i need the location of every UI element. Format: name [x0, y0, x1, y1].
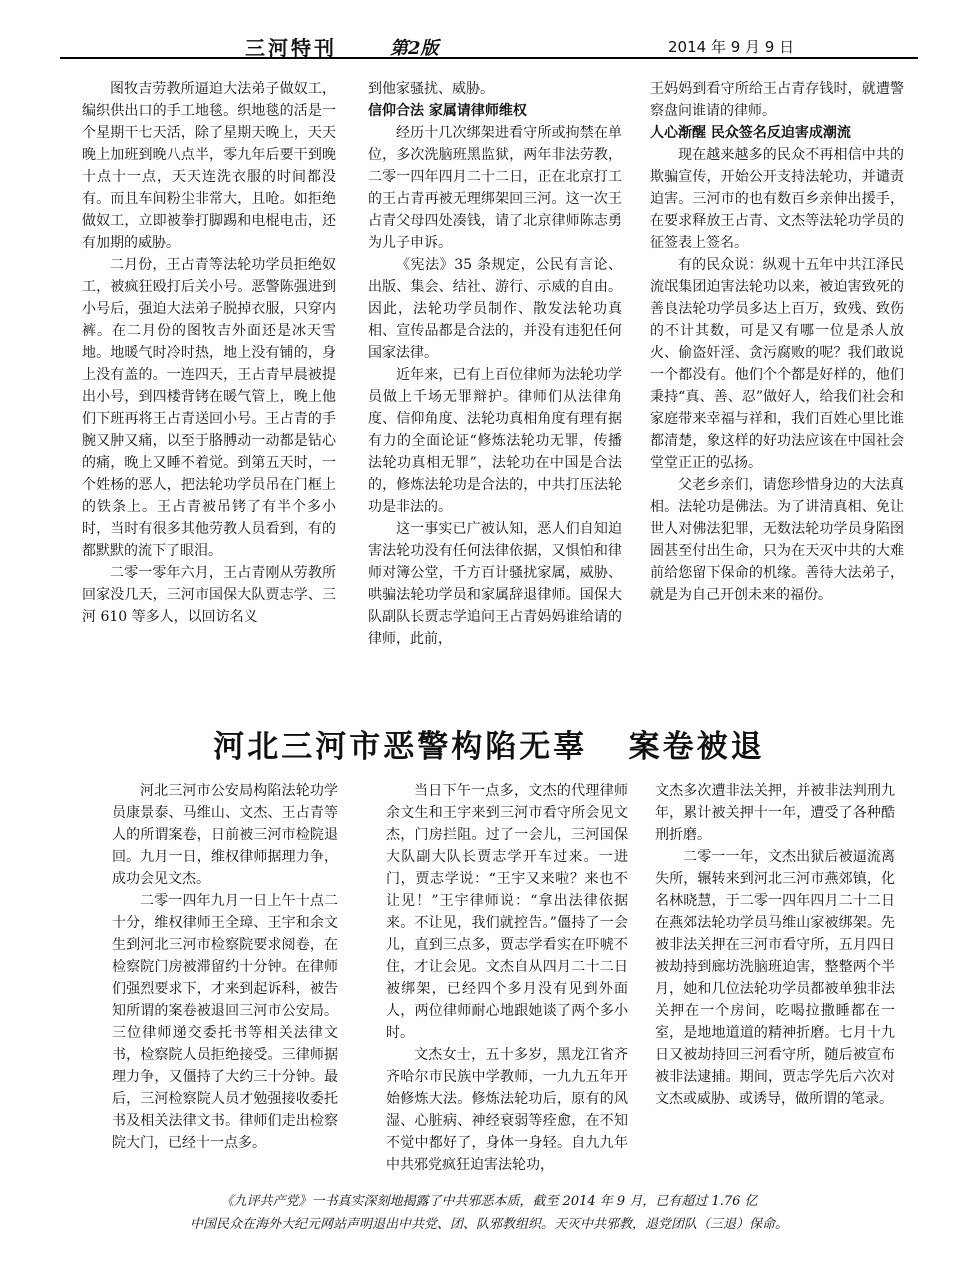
top-column-1 [82, 78, 336, 706]
paragraph: 二零一零年六月，王占青刚从劳教所回家没几天，三河市国保大队贾志学、三河 610 等多人，以回访名义 [82, 565, 336, 625]
top-column-2 [368, 78, 622, 706]
footer-line: 《九评共产党》一书真实深刻地揭露了中共邪恶本质，截至 2014 年 9 月，已有超过 1.76 亿 [220, 1194, 758, 1209]
paragraph: 文杰女士，五十多岁，黑龙江省齐齐哈尔市民族中学教师，一九九五年开始修炼大法。修炼法轮功后，原有的风湿、心脏病、神经衰弱等痊愈，在不知不觉中都好了，身体一身轻。自九九年中共邪党疯狂迫害法轮功， [386, 1047, 628, 1173]
paragraph: 图牧吉劳教所逼迫大法弟子做奴工，编织供出口的手工地毯。织地毯的活是一个星期干七天活，除了星期天晚上，天天晚上加班到晚八点半，零九年后要干到晚十点十一点，天天连洗衣服的时间都没有。而且车间粉尘非常大，且呛。如拒绝做奴工，立即被拳打脚踢和电棍电击，还有加期的威胁。 [82, 81, 336, 251]
section-heading: 信仰合法 家属请律师维权 [368, 103, 527, 119]
top-column-3 [650, 78, 904, 706]
paragraph: 河北三河市公安局构陷法轮功学员康景泰、马维山、文杰、王占青等人的所谓案卷，日前被三河市检院退回。九月一日，维权律师据理力争，成功会见文杰。 [112, 783, 338, 887]
paragraph: 现在越来越多的民众不再相信中共的欺骗宣传，开始公开支持法轮功，并谴责迫害。三河市的也有数百乡亲伸出援手，在要求释放王占青、文杰等法轮功学员的征签表上签名。 [650, 147, 904, 251]
article-column-1 [112, 780, 338, 1186]
article-column-2 [386, 780, 628, 1186]
paragraph-continued: 到他家骚扰、威胁。 [368, 81, 494, 97]
paragraph: 父老乡亲们，请您珍惜身边的大法真相。法轮功是佛法。为了讲清真相、免让世人对佛法犯罪，无数法轮功学员身陷囹圄甚至付出生命，只为在天灭中共的大难前给您留下保命的机缘。善待大法弟子，就是为自己开创未来的福份。 [650, 477, 904, 603]
paragraph: 二零一四年九月一日上午十点二十分，维权律师王全璋、王宇和余文生到河北三河市检察院要求阅卷，在检察院门房被滞留约十分钟。在律师们强烈要求下，才来到起诉科，被告知所谓的案卷被退回三河市公安局。三位律师递交委托书等相关法律文书，检察院人员拒绝接受。三律师据理力争，又僵持了大约三十分钟。最后，三河检察院人员才勉强接收委托书及相关法律文书。律师们走出检察院大门，已经十一点多。 [112, 893, 338, 1151]
paragraph: 《宪法》35 条规定，公民有言论、出版、集会、结社、游行、示威的自由。因此，法轮功学员制作、散发法轮功真相、宣传品都是合法的，并没有违犯任何国家法律。 [368, 257, 622, 361]
paragraph: 经历十几次绑架进看守所或拘禁在单位，多次洗脑班黑监狱，两年非法劳教，二零一四年四月二十二日，正在北京打工的王占青再被无理绑架回三河。这一次王占青父母四处凑钱，请了北京律师陈志勇为儿子申诉。 [368, 125, 622, 251]
issue-date: 2014 年 9 月 9 日 [668, 38, 795, 56]
paragraph-continued: 文杰多次遭非法关押，并被非法判刑九年，累计被关押十一年，遭受了各种酷刑折磨。 [655, 783, 895, 843]
paragraph: 二月份，王占青等法轮功学员拒绝奴工，被疯狂殴打后关小号。恶警陈强进到小号后，强迫大法弟子脱掉衣服，只穿内裤。在二月份的图牧吉外面还是冰天雪地。地暖气时冷时热，地上没有铺的，身上没有盖的。一连四天，王占青早晨被提出小号，到四楼背铐在暖气管上，晚上他们下班再将王占青送回小号。王占青的手腕又肿又痛，以至于胳膊动一动都是钻心的痛，晚上又睡不着觉。到第五天时，一个姓杨的恶人，把法轮功学员吊在门框上的铁条上。王占青被吊铐了有半个多小时，当时有很多其他劳教人员看到，有的都默默的流下了眼泪。 [82, 257, 336, 559]
section-heading: 人心渐醒 民众签名反迫害成潮流 [650, 125, 851, 141]
article-headline: 河北三河市恶警构陷无辜 案卷被退 [213, 729, 765, 765]
page-footer [60, 1190, 918, 1236]
paragraph: 这一事实已广被认知，恶人们自知迫害法轮功没有任何法律依据，又惧怕和律师对簿公堂，千方百计骚扰家属，威胁、哄骗法轮功学员和家属辞退律师。国保大队副队长贾志学追问王占青妈妈谁给请的律师，此前， [368, 521, 622, 647]
header-divider [60, 57, 918, 59]
edition-label: 第2版 [390, 38, 439, 59]
paragraph-continued: 王妈妈到看守所给王占青存钱时，就遭警察盘问谁请的律师。 [650, 81, 904, 119]
masthead-title: 三河特刊 [245, 36, 337, 60]
paragraph: 近年来，已有上百位律师为法轮功学员做上千场无罪辩护。律师们从法律角度、信仰角度、法轮功真相角度有理有据有力的全面论证“修炼法轮功无罪，传播法轮功真相无罪”，法轮功在中国是合法的，修炼法轮功是合法的，中共打压法轮功是非法的。 [368, 367, 622, 515]
article-column-3 [655, 780, 895, 1186]
paragraph: 当日下午一点多，文杰的代理律师余文生和王宇来到三河市看守所会见文杰，门房拦阻。过了一会儿，三河国保大队副大队长贾志学开车过来。一进门，贾志学说：“王宇又来啦？来也不让见！”王宇律师说：“拿出法律依据来。不让见，我们就控告。”僵持了一会儿，直到三点多，贾志学看实在吓唬不住，才让会见。文杰自从四月二十二日被绑架，已经四个多月没有见到外面人，两位律师耐心地跟她谈了两个多小时。 [386, 783, 628, 1041]
footer-line: 中国民众在海外大纪元网站声明退出中共党、团、队邪教组织。天灭中共邪教，退党团队（三退）保命。 [189, 1217, 788, 1232]
paragraph: 有的民众说：纵观十五年中共江泽民流氓集团迫害法轮功以来，被迫害致死的善良法轮功学员多达上百万，致残、致伤的不计其数，可是又有哪一位是杀人放火、偷盗奸淫、贪污腐败的呢？我们敢说一个都没有。他们个个都是好样的，他们秉持“真、善、忍”做好人，给我们社会和家庭带来幸福与祥和，我们百姓心里比谁都清楚，象这样的好功法应该在中国社会堂堂正正的弘扬。 [650, 257, 904, 471]
paragraph: 二零一一年，文杰出狱后被逼流离失所，辗转来到河北三河市燕郊镇，化名林晓慧，于二零一四年四月二十二日在燕郊法轮功学员马维山家被绑架。先被非法关押在三河市看守所，五月四日被劫持到廊坊洗脑班迫害，整整两个半月，她和几位法轮功学员都被单独非法关押在一个房间，吃喝拉撒睡都在一室，是地地道道的精神折磨。七月十九日又被劫持回三河看守所，随后被宣布被非法逮捕。期间，贾志学先后六次对文杰或威胁、或诱导，做所谓的笔录。 [655, 849, 895, 1107]
page-header [60, 30, 918, 60]
